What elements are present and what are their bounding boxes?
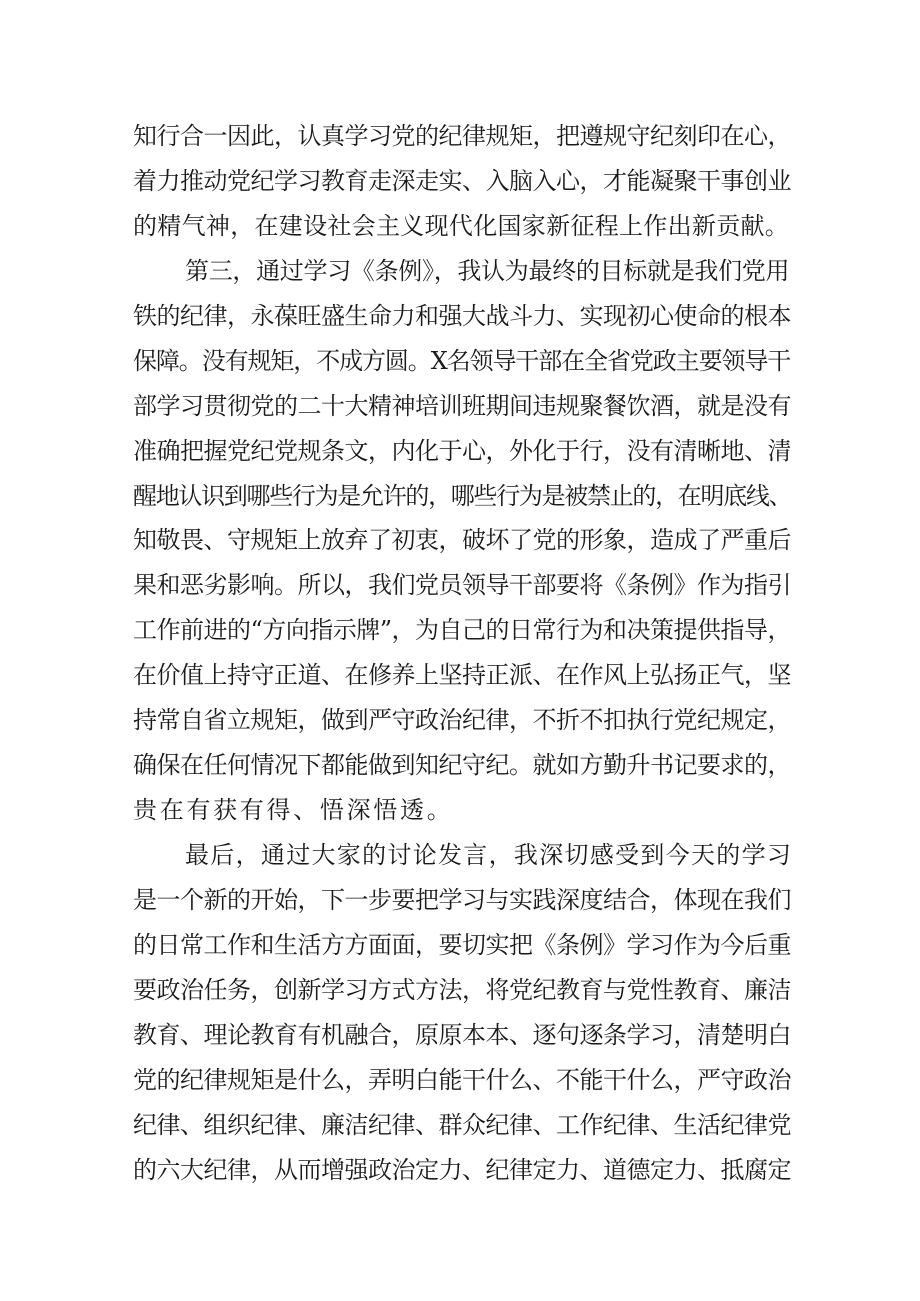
- text-line: 铁的纪律，永葆旺盛生命力和强大战斗力、实现初心使命的根本: [133, 301, 791, 330]
- text-line: 教育、理论教育有机融合，原原本本、逐句逐条学习，清楚明白: [133, 1020, 791, 1049]
- text-line: 醒地认识到哪些行为是允许的，哪些行为是被禁止的，在明底线、: [133, 481, 792, 510]
- text-line: 贵在有获有得、悟深悟透。: [133, 796, 454, 825]
- text-line: 在价值上持守正道、在修养上坚持正派、在作风上弘扬正气，坚: [133, 661, 791, 690]
- text-line: 着力推动党纪学习教育走深走实、入脑入心，才能凝聚干事创业: [133, 166, 791, 195]
- text-line: 第三，通过学习《条例》，我认为最终的目标就是我们党用: [185, 256, 790, 285]
- text-line: 部学习贯彻党的二十大精神培训班期间违规聚餐饮酒，就是没有: [133, 391, 791, 420]
- text-line: 最后，通过大家的讨论发言，我深切感受到今天的学习: [185, 841, 793, 869]
- text-line: 持常自省立规矩，做到严守政治纪律，不折不扣执行党纪规定，: [133, 706, 791, 735]
- text-line: 保障。没有规矩，不成方圆。X名领导干部在全省党政主要领导干: [133, 346, 791, 375]
- text-line: 纪律、组织纪律、廉洁纪律、群众纪律、工作纪律、生活纪律党: [133, 1110, 791, 1139]
- paragraph-3: [133, 833, 793, 1193]
- text-line: 工作前进的“方向指示牌”，为自己的日常行为和决策提供指导，: [133, 616, 792, 645]
- text-line: 要政治任务，创新学习方式方法，将党纪教育与党性教育、廉洁: [133, 975, 791, 1004]
- text-line: 是一个新的开始，下一步要把学习与实践深度结合，体现在我们: [133, 885, 791, 914]
- text-line: 知敬畏、守规矩上放弃了初衷，破坏了党的形象，造成了严重后: [133, 526, 791, 555]
- paragraph-2: [133, 249, 793, 833]
- text-line: 准确把握党纪党规条文，内化于心，外化于行，没有清晰地、清: [133, 436, 791, 465]
- text-line: 确保在任何情况下都能做到知纪守纪。就如方勤升书记要求的，: [133, 751, 791, 780]
- text-line: 的日常工作和生活方方面面，要切实把《条例》学习作为今后重: [133, 930, 791, 959]
- text-line: 果和恶劣影响。所以，我们党员领导干部要将《条例》作为指引: [133, 571, 791, 600]
- text-line: 知行合一因此，认真学习党的纪律规矩，把遵规守纪刻印在心，: [133, 122, 791, 150]
- text-line: 的六大纪律，从而增强政治定力、纪律定力、道德定力、抵腐定: [133, 1155, 791, 1184]
- document-body: [133, 114, 793, 1193]
- text-line: 的精气神，在建设社会主义现代化国家新征程上作出新贡献。: [133, 211, 790, 240]
- text-line: 党的纪律规矩是什么，弄明白能干什么、不能干什么，严守政治: [133, 1065, 791, 1094]
- paragraph-1: [133, 114, 793, 249]
